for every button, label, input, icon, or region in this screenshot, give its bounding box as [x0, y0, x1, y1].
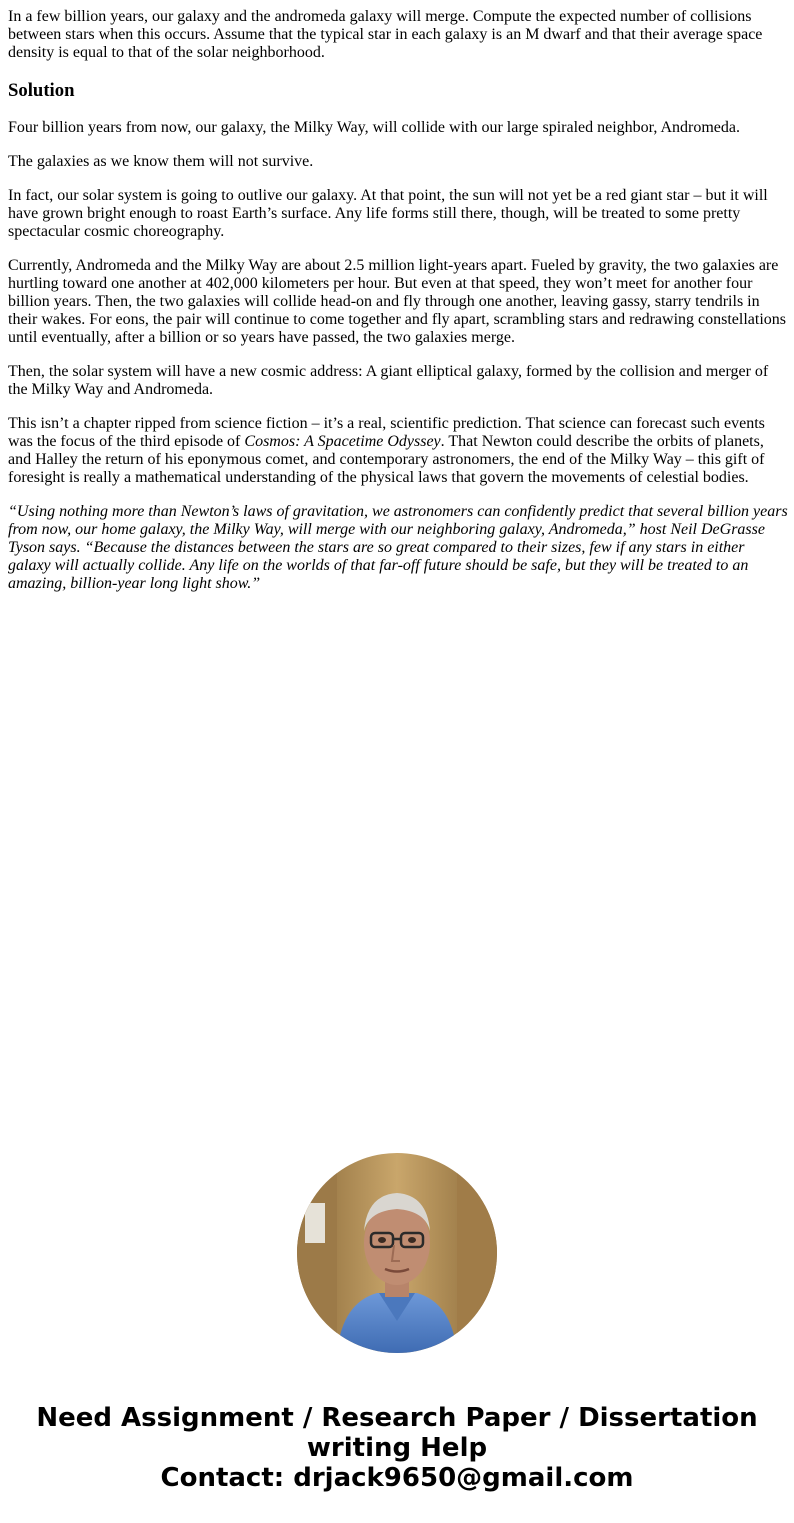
- paragraph-1: Four billion years from now, our galaxy, the Milky Way, will collide with our large spiraled neighbor, Andromeda.: [8, 119, 740, 136]
- paragraph-5: Then, the solar system will have a new cosmic address: A giant elliptical galaxy, formed by the collision and merger of the Milky Way and Andromeda.: [8, 363, 769, 398]
- cta-line-2: writing Help: [306, 1433, 488, 1463]
- paragraph-cosmos: [8, 415, 788, 487]
- cta-contact-email: Contact: drjack9650@gmail.com: [160, 1463, 634, 1493]
- solution-heading: Solution: [8, 80, 75, 101]
- contact-banner: [0, 1403, 794, 1493]
- tyson-quote: “Using nothing more than Newton’s laws of gravitation, we astronomers can confidently predict that several billion years from now, our home galaxy, the Milky Way, will merge with our neighboring galaxy, Andromeda,” host Neil DeGrasse Tyson says. “Because the distances between the stars are so great compared to their sizes, few if any stars in either galaxy will actually collide. Any life on the worlds of that far-off future should be safe, but they will be treated to an amazing, billion-year long light show.”: [8, 503, 788, 592]
- author-portrait: [297, 1153, 497, 1353]
- cosmos-show-title: Cosmos: A Spacetime Odyssey: [244, 433, 441, 450]
- paragraph-3: In fact, our solar system is going to outlive our galaxy. At that point, the sun will not yet be a red giant star – but it will have grown bright enough to roast Earth’s surface. Any life forms still there, though, will be treated to some pretty spectacular cosmic choreography.: [8, 187, 768, 240]
- cosmos-text-before: This isn’t a chapter ripped from science fiction – it’s a real, scientific prediction. That science can forecast such events was the focus of the third episode of: [8, 415, 765, 450]
- article: [8, 8, 788, 609]
- question-text: In a few billion years, our galaxy and the andromeda galaxy will merge. Compute the expected number of collisions between stars when this occurs. Assume that the typical star in each galaxy is an M dwarf and that their average space density is equal to that of the solar neighborhood.: [8, 8, 763, 61]
- paragraph-2: The galaxies as we know them will not survive.: [8, 153, 314, 170]
- cosmos-text-after: . That Newton could describe the orbits of planets, and Halley the return of his eponymous comet, and contemporary astronomers, the end of the Milky Way – this gift of foresight is really a mathematical understanding of the physical laws that govern the movements of celestial bodies.: [8, 433, 765, 486]
- cta-line-1: Need Assignment / Research Paper / Dissertation: [36, 1403, 758, 1433]
- author-avatar: [297, 1153, 497, 1353]
- paragraph-4: Currently, Andromeda and the Milky Way are about 2.5 million light-years apart. Fueled by gravity, the two galaxies are hurtling toward one another at 402,000 kilometers per hour. But even at that speed, they won’t meet for another four billion years. Then, the two galaxies will collide head-on and fly through one another, leaving gassy, starry tendrils in their wakes. For eons, the pair will continue to come together and fly apart, scrambling stars and redrawing constellations until eventually, after a billion or so years have passed, the two galaxies merge.: [8, 257, 786, 346]
